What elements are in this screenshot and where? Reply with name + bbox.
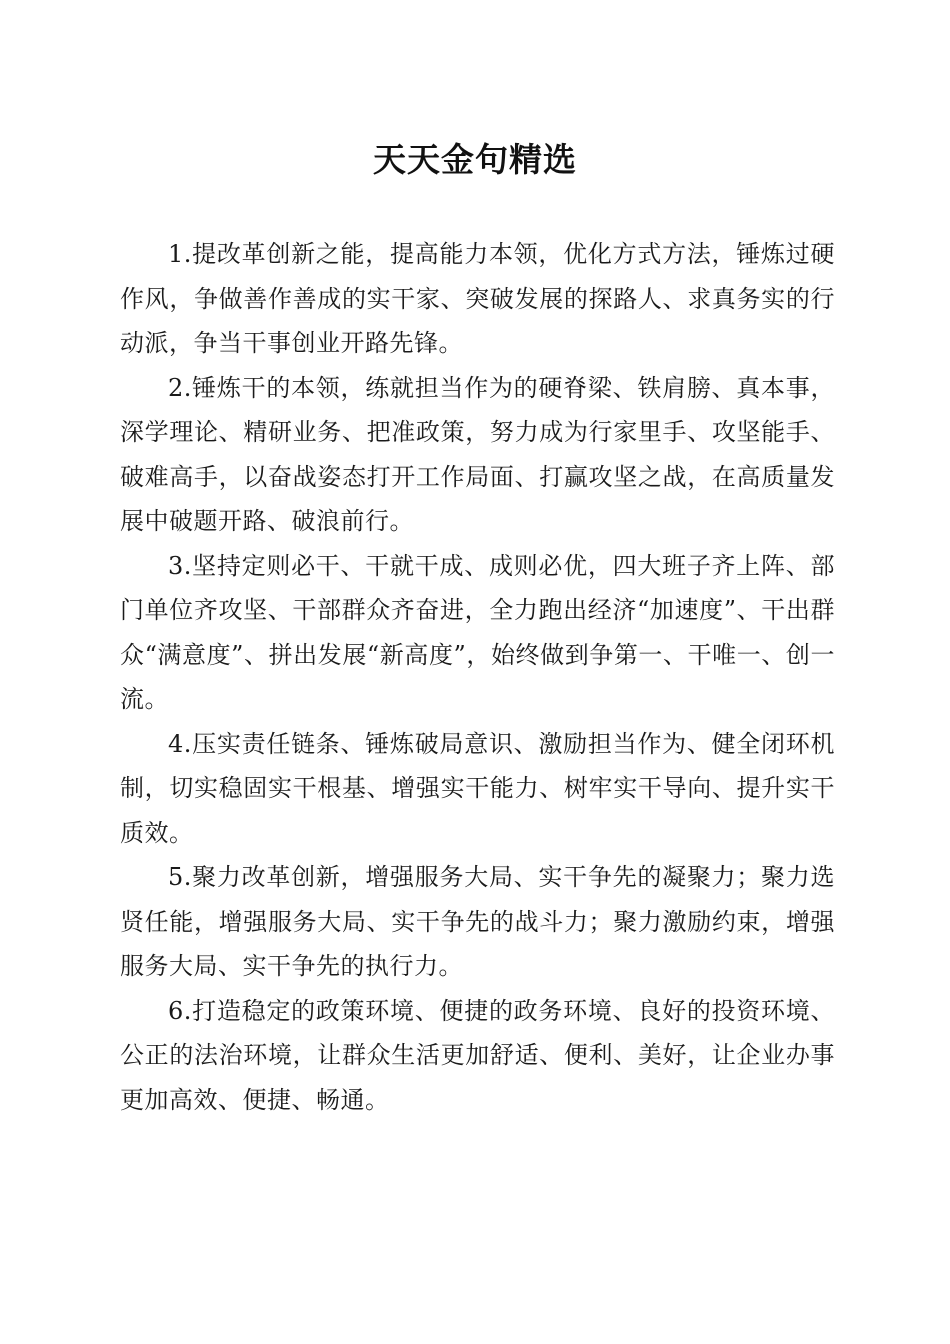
- paragraph-1: 1.提改革创新之能，提高能力本领，优化方式方法，锤炼过硬作风，争做善作善成的实干家、突破发展的探路人、求真务实的行动派，争当干事创业开路先锋。: [120, 240, 835, 357]
- page-title: 天天金句精选: [373, 140, 577, 179]
- paragraph-4: 4.压实责任链条、锤炼破局意识、激励担当作为、健全闭环机制，切实稳固实干根基、增强实干能力、树牢实干导向、提升实干质效。: [120, 729, 835, 847]
- paragraph-3: 3.坚持定则必干、干就干成、成则必优，四大班子齐上阵、部门单位齐攻坚、干部群众齐奋进，全力跑出经济“加速度”、干出群众“满意度”、拼出发展“新高度”，始终做到争第一、干唯一、创一流。: [120, 551, 835, 713]
- paragraph-2: 2.锤炼干的本领，练就担当作为的硬脊梁、铁肩膀、真本事，深学理论、精研业务、把准政策，努力成为行家里手、攻坚能手、破难高手，以奋战姿态打开工作局面、打赢攻坚之战，在高质量发展中破题开路、破浪前行。: [120, 373, 835, 535]
- paragraph-6: 6.打造稳定的政策环境、便捷的政务环境、良好的投资环境、公正的法治环境，让群众生活更加舒适、便利、美好，让企业办事更加高效、便捷、畅通。: [120, 996, 835, 1114]
- document-body: [120, 232, 835, 1122]
- paragraph-5: 5.聚力改革创新，增强服务大局、实干争先的凝聚力；聚力选贤任能，增强服务大局、实干争先的战斗力；聚力激励约束，增强服务大局、实干争先的执行力。: [120, 863, 835, 980]
